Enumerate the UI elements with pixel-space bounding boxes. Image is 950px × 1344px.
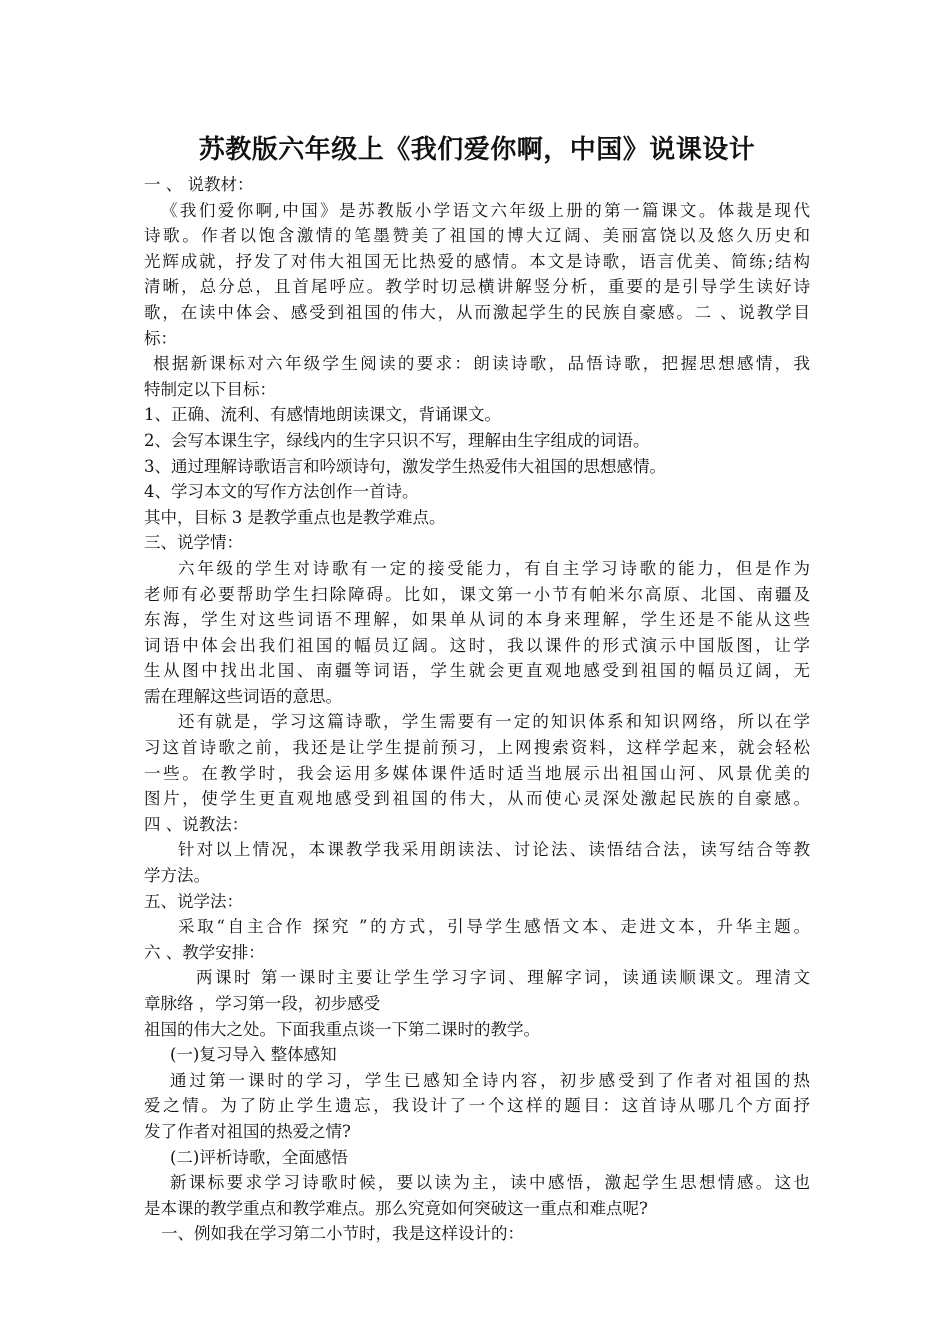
paragraph-line: 东海，学生对这些词语不理解，如果单从词的本身来理解，学生还是不能从这些: [144, 610, 810, 630]
paragraph-line: 还有就是，学习这篇诗歌，学生需要有一定的知识体系和知识网络，所以在学: [178, 712, 810, 732]
paragraph-line: 六年级的学生对诗歌有一定的接受能力，有自主学习诗歌的能力，但是作为: [178, 558, 810, 578]
paragraph-line: 光辉成就，抒发了对伟大祖国无比热爱的感情。本文是诗歌，语言优美、简练;结构: [144, 251, 810, 271]
goal-item: 1、正确、流利、有感情地朗读课文，背诵课文。: [144, 405, 501, 425]
section-heading-arrangement: 六 、教学安排：: [144, 942, 265, 962]
document-title: 苏教版六年级上《我们爱你啊，中国》说课设计: [198, 135, 756, 165]
section-heading-students: 三、说学情：: [144, 533, 243, 553]
paragraph-line: 发了作者对祖国的热爱之情?: [144, 1121, 351, 1141]
paragraph-line: 一些。在教学时，我会运用多媒体课件适时适当地展示出祖国山河、风景优美的: [144, 763, 810, 783]
paragraph-line: 词语中体会出我们祖国的幅员辽阔。这时，我以课件的形式演示中国版图，让学: [144, 635, 810, 655]
paragraph-line: 采取“自主合作 探究 ”的方式，引导学生感悟文本、走进文本，升华主题。: [178, 917, 810, 937]
section-heading-learning-method: 五、说学法：: [144, 891, 243, 911]
paragraph-line: 章脉络 ，学习第一段，初步感受: [144, 994, 381, 1013]
paragraph-line: 诗歌。作者以饱含激情的笔墨赞美了祖国的博大辽阔、美丽富饶以及悠久历史和: [144, 226, 810, 246]
paragraph-line: 老师有必要帮助学生扫除障碍。比如，课文第一小节有帕米尔高原、北国、南疆及: [144, 584, 810, 604]
paragraph-line: 需在理解这些词语的意思。: [144, 686, 342, 706]
goal-item: 3、通过理解诗歌语言和吟颂诗句，激发学生热爱伟大祖国的思想感情。: [144, 456, 666, 476]
paragraph-line: 《我们爱你啊,中国》是苏教版小学语文六年级上册的第一篇课文。体裁是现代: [161, 200, 810, 220]
paragraph-line: 生从图中找出北国、南疆等词语，学生就会更直观地感受到祖国的幅员辽阔，无: [144, 661, 810, 681]
paragraph-line: 祖国的伟大之处。下面我重点谈一下第二课时的教学。: [144, 1019, 540, 1039]
subsection-heading-review: (一)复习导入 整体感知: [170, 1045, 337, 1065]
paragraph-line: 习这首诗歌之前，我还是让学生提前预习，上网搜索资料，这样学起来，就会轻松: [144, 738, 810, 758]
paragraph-line: 一、例如我在学习第二小节时，我是这样设计的：: [161, 1224, 524, 1244]
paragraph-line: 两课时 第一课时主要让学生学习字词、理解字词，读通读顺课文。理清文: [196, 968, 810, 988]
paragraph-line: 针对以上情况，本课教学我采用朗读法、讨论法、读悟结合法，读写结合等教: [178, 840, 810, 860]
section-heading-teaching-method: 四 、说教法：: [144, 814, 249, 834]
subsection-heading-analysis: (二)评析诗歌，全面感悟: [170, 1147, 348, 1167]
paragraph-line: 根据新课标对六年级学生阅读的要求：朗读诗歌，品悟诗歌，把握思想感情，我: [153, 354, 810, 374]
paragraph-line: 图片，使学生更直观地感受到祖国的伟大，从而使心灵深处激起民族的自豪感。: [144, 789, 810, 809]
paragraph-line: 新课标要求学习诗歌时候，要以读为主，读中感悟，激起学生思想情感。这也: [170, 1173, 810, 1193]
paragraph-line: 通过第一课时的学习，学生已感知全诗内容，初步感受到了作者对祖国的热: [170, 1070, 810, 1090]
document-page: [144, 128, 810, 1247]
paragraph-line: 是本课的教学重点和教学难点。那么究竟如何突破这一重点和难点呢?: [144, 1198, 648, 1218]
paragraph-line: 特制定以下目标：: [144, 379, 276, 399]
paragraph-line: 歌，在读中体会、感受到祖国的伟大，从而激起学生的民族自豪感。二 、说教学目: [144, 302, 810, 322]
paragraph-line: 爱之情。为了防止学生遗忘，我设计了一个这样的题目：这首诗从哪几个方面抒: [144, 1096, 810, 1116]
paragraph-line: 学方法。: [144, 866, 210, 886]
section-heading-teaching-material: 一 、 说教材：: [144, 175, 254, 194]
paragraph-line: 标：: [144, 328, 177, 348]
paragraph-line: 清晰，总分总，且首尾呼应。教学时切忌横讲解竖分析，重要的是引导学生读好诗: [144, 277, 810, 297]
paragraph-line: 其中，目标 3 是教学重点也是教学难点。: [144, 507, 446, 527]
goal-item: 2、会写本课生字，绿线内的生字只识不写，理解由生字组成的词语。: [144, 430, 650, 450]
goal-item: 4、学习本文的写作方法创作一首诗。: [144, 482, 419, 502]
